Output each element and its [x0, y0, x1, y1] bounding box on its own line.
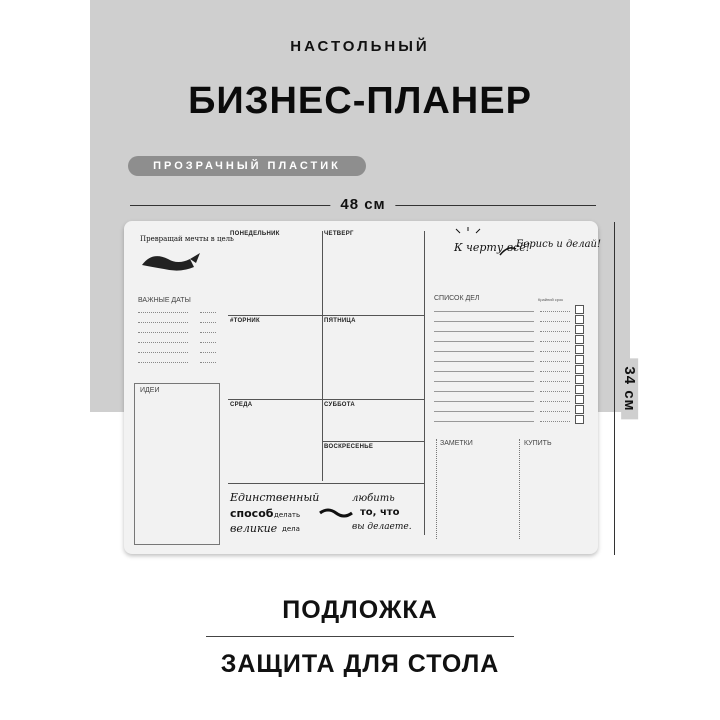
height-dimension-line — [614, 222, 615, 555]
todo-checkbox — [575, 345, 584, 354]
deadline-line — [540, 371, 570, 372]
width-dimension — [130, 196, 596, 214]
date-line — [138, 352, 188, 353]
date-line — [200, 362, 216, 363]
slogan-bottom-left-4: великие — [230, 522, 278, 535]
deadline-line — [540, 321, 570, 322]
date-line — [138, 342, 188, 343]
quote-art-bottom — [228, 487, 422, 547]
deadline-label: Крайний срок — [538, 297, 564, 302]
date-line — [200, 322, 216, 323]
product-kicker: НАСТОЛЬНЫЙ — [290, 38, 430, 55]
slogan-art-top-right — [450, 227, 601, 283]
todo-line — [434, 401, 534, 402]
todo-line — [434, 371, 534, 372]
date-line — [200, 332, 216, 333]
day-friday: ПЯТНИЦА — [324, 318, 356, 324]
width-label: 48 см — [330, 196, 395, 213]
slogan-top-right-1: К черту всё! — [454, 241, 531, 254]
todo-line — [434, 421, 534, 422]
todo-list-label: СПИСОК ДЕЛ — [434, 295, 480, 302]
deadline-line — [540, 381, 570, 382]
week-divider — [228, 399, 424, 400]
ideas-label: ИДЕИ — [140, 387, 160, 394]
todo-line — [434, 381, 534, 382]
todo-line — [434, 391, 534, 392]
buy-label: КУПИТЬ — [524, 440, 552, 447]
slogan-top-left-text: Превращай мечты в цель — [140, 235, 234, 243]
week-divider — [322, 231, 323, 481]
day-wednesday: СРЕДА — [230, 402, 253, 408]
footer-divider — [206, 636, 514, 637]
height-label: 34 см — [621, 358, 638, 419]
day-thursday: ЧЕТВЕРГ — [324, 231, 354, 237]
todo-checkbox — [575, 385, 584, 394]
notes-label: ЗАМЕТКИ — [440, 440, 473, 447]
todo-checkbox — [575, 415, 584, 424]
deadline-line — [540, 311, 570, 312]
week-divider — [228, 315, 424, 316]
important-dates-label: ВАЖНЫЕ ДАТЫ — [138, 297, 191, 304]
slogan-bottom-left-5: дела — [282, 525, 300, 533]
deadline-line — [540, 331, 570, 332]
week-divider — [322, 441, 424, 442]
deadline-line — [540, 421, 570, 422]
todo-line — [434, 321, 534, 322]
slogan-bottom-left-1: Единственный — [230, 491, 320, 504]
todo-checkbox — [575, 405, 584, 414]
day-monday: ПОНЕДЕЛЬНИК — [230, 231, 280, 237]
slogan-bottom-left-3: делать — [274, 511, 301, 519]
todo-line — [434, 311, 534, 312]
deadline-line — [540, 341, 570, 342]
date-line — [138, 332, 188, 333]
todo-checkbox — [575, 325, 584, 334]
week-divider — [228, 483, 424, 484]
todo-line — [434, 351, 534, 352]
slogan-top-right-2: Берись и делай! — [516, 239, 601, 250]
slogan-bottom-right-2: то, что — [360, 507, 400, 518]
todo-line — [434, 361, 534, 362]
height-dimension — [605, 222, 639, 555]
todo-checkbox — [575, 315, 584, 324]
ideas-box — [134, 383, 220, 545]
date-line — [200, 312, 216, 313]
date-line — [138, 362, 188, 363]
deadline-line — [540, 401, 570, 402]
date-line — [138, 322, 188, 323]
todo-checkbox — [575, 365, 584, 374]
whale-quote-art — [134, 229, 234, 275]
todo-checkbox — [575, 355, 584, 364]
date-line — [200, 342, 216, 343]
slogan-bottom-right-3: вы делаете. — [352, 522, 412, 532]
product-title: БИЗНЕС-ПЛАНЕР — [188, 80, 532, 122]
buy-divider — [519, 439, 520, 539]
deadline-line — [540, 411, 570, 412]
notes-divider — [436, 439, 437, 539]
day-saturday: СУББОТА — [324, 402, 355, 408]
footer-line-1: ПОДЛОЖКА — [282, 596, 438, 624]
footer-line-2: ЗАЩИТА ДЛЯ СТОЛА — [220, 650, 500, 678]
todo-checkbox — [575, 305, 584, 314]
deadline-line — [540, 351, 570, 352]
todo-line — [434, 331, 534, 332]
deadline-line — [540, 361, 570, 362]
date-line — [200, 352, 216, 353]
desk-mat-preview — [124, 221, 601, 554]
todo-line — [434, 411, 534, 412]
day-tuesday: #ТОРНИК — [230, 318, 260, 324]
todo-line — [434, 341, 534, 342]
date-line — [138, 312, 188, 313]
todo-checkbox — [575, 395, 584, 404]
day-sunday: ВОСКРЕСЕНЬЕ — [324, 444, 374, 450]
slogan-bottom-left-2: способ — [230, 507, 274, 520]
todo-checkbox — [575, 375, 584, 384]
material-badge: ПРОЗРАЧНЫЙ ПЛАСТИК — [128, 156, 366, 176]
week-divider — [424, 231, 425, 535]
slogan-bottom-right-1: любить — [352, 493, 395, 504]
deadline-line — [540, 391, 570, 392]
todo-checkbox — [575, 335, 584, 344]
